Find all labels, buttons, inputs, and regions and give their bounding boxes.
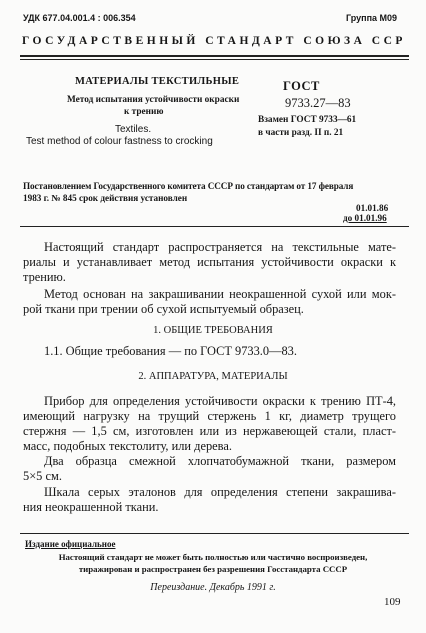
apparatus-line4: масс, подобных текстолиту, или дерева. (23, 439, 232, 453)
scale-line1: Шкала серых эталонов для определения степени закрашива- (44, 485, 396, 499)
organization-title: ГОСУДАРСТВЕННЫЙ СТАНДАРТ СОЮЗА ССР (22, 35, 406, 47)
apparatus-line3: стержня — 1,5 см, изготовлен или из нержавеющей стали, пласт- (23, 424, 396, 438)
scale-line2: ния неокрашенной ткани. (23, 500, 159, 514)
header-rule-thin (20, 59, 409, 60)
effective-date-to: до 01.01.96 (343, 213, 387, 223)
reproduction-notice-line1: Настоящий стандарт не может быть полностью или частично воспроизведен, (58, 552, 368, 562)
section2-heading: 2. АППАРАТУРА, МАТЕРИАЛЫ (138, 371, 288, 382)
apparatus-line1: Прибор для определения устойчивости окраски к трению ПТ-4, (44, 394, 396, 408)
apparatus-line2: имеющий нагрузку на трущий стержень 1 кг, диаметр трущего (23, 409, 396, 423)
udk-code: УДК 677.04.001.4 : 006.354 (23, 13, 136, 23)
official-edition: Издание официальное (25, 539, 116, 549)
intro-line3: трению. (23, 270, 66, 284)
effective-date-from: 01.01.86 (356, 203, 389, 213)
replaces-line2: в части разд. II п. 21 (258, 128, 344, 138)
section1-heading: 1. ОБЩИЕ ТРЕБОВАНИЯ (153, 325, 273, 336)
intro-line1: Настоящий стандарт распространяется на текстильные мате- (44, 240, 396, 254)
decree-line1: Постановлением Государственного комитета СССР по стандартам от 17 февраля (23, 181, 354, 191)
reissue-note: Переиздание. Декабрь 1991 г. (150, 582, 276, 593)
replaces-line1: Взамен ГОСТ 9733—61 (258, 115, 357, 125)
method-line1: Метод основан на закрашивании неокрашенной сухой или мок- (44, 287, 396, 301)
intro-line2: риалы и устанавливает метод испытания устойчивости окраски к (23, 255, 396, 269)
gost-label: ГОСТ (283, 79, 320, 93)
page-number: 109 (384, 596, 401, 608)
section1-item: 1.1. Общие требования — по ГОСТ 9733.0—83. (44, 344, 297, 358)
decree-rule (20, 226, 409, 227)
decree-line2: 1983 г. № 845 срок действия установлен (23, 193, 188, 203)
samples-line2: 5×5 см. (23, 469, 62, 483)
group-code: Группа М09 (346, 13, 398, 23)
document-subtitle-line1: Метод испытания устойчивости окраски (67, 95, 240, 105)
footer-rule (20, 533, 409, 534)
gost-number: 9733.27—83 (285, 96, 351, 110)
method-line2: рой ткани при трении об сухой испытуемый образец. (23, 302, 304, 316)
english-title-line1: Textiles. (115, 124, 152, 135)
reproduction-notice-line2: тиражирован и распространен без разрешения Госстандарта СССР (78, 564, 348, 574)
samples-line1: Два образца смежной хлопчатобумажной ткани, размером (44, 454, 396, 468)
english-title-line2: Test method of colour fastness to crocking (26, 136, 213, 147)
document-title: МАТЕРИАЛЫ ТЕКСТИЛЬНЫЕ (75, 76, 240, 87)
header-rule (20, 55, 409, 57)
document-subtitle-line2: к трению (124, 107, 164, 117)
